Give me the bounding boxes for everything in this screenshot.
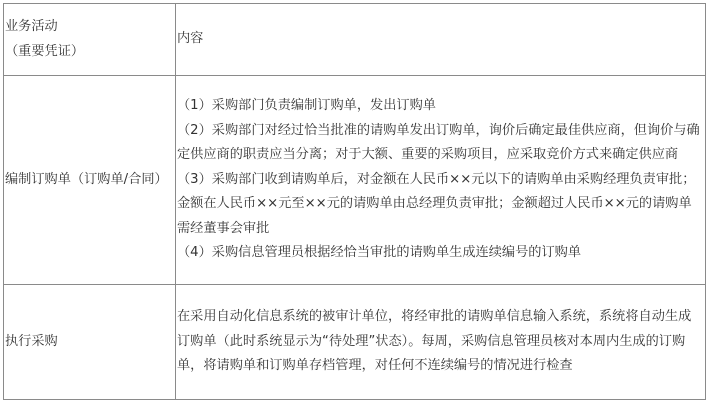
content-paragraph: （3）采购部门收到请购单后，对金额在人民币××元以下的请购单由采购经理负责审批；金额在人民币××元至××元的请购单由总经理负责审批；金额超过人民币××元的请购单需经董事会审批 bbox=[177, 171, 696, 236]
activity-label: 执行采购 bbox=[5, 333, 58, 349]
content-cell bbox=[176, 76, 706, 285]
header-activity-cell bbox=[4, 4, 176, 76]
header-activity-sublabel: （重要凭证） bbox=[5, 43, 85, 59]
table-row bbox=[4, 76, 706, 285]
content-paragraph: （2）采购部门对经过恰当批准的请购单发出订购单，询价后确定最佳供应商，但询价与确定供应商的职责应当分离；对于大额、重要的采购项目，应采取竞价方式来确定供应商 bbox=[177, 122, 700, 163]
content-paragraph: （1）采购部门负责编制订购单，发出订购单 bbox=[177, 98, 436, 114]
audit-table bbox=[3, 3, 706, 400]
table-header-row bbox=[4, 4, 706, 76]
header-content-label: 内容 bbox=[177, 31, 204, 47]
header-activity-label: 业务活动 bbox=[5, 19, 58, 34]
table-row bbox=[4, 285, 706, 400]
activity-label: 编制订购单（订购单/合同） bbox=[5, 171, 168, 187]
content-paragraph: （4）采购信息管理员根据经恰当审批的请购单生成连续编号的订购单 bbox=[177, 245, 582, 261]
activity-cell bbox=[4, 285, 176, 400]
header-content-cell bbox=[176, 4, 706, 76]
content-paragraph: 在采用自动化信息系统的被审计单位，将经审批的请购单信息输入系统，系统将自动生成订购单（此时系统显示为“待处理”状态）。每周，采购信息管理员核对本周内生成的订购单，将请购单和订购单存档管理，对任何不连续编号的情况进行检查 bbox=[177, 309, 692, 374]
content-cell bbox=[176, 285, 706, 400]
activity-cell bbox=[4, 76, 176, 285]
